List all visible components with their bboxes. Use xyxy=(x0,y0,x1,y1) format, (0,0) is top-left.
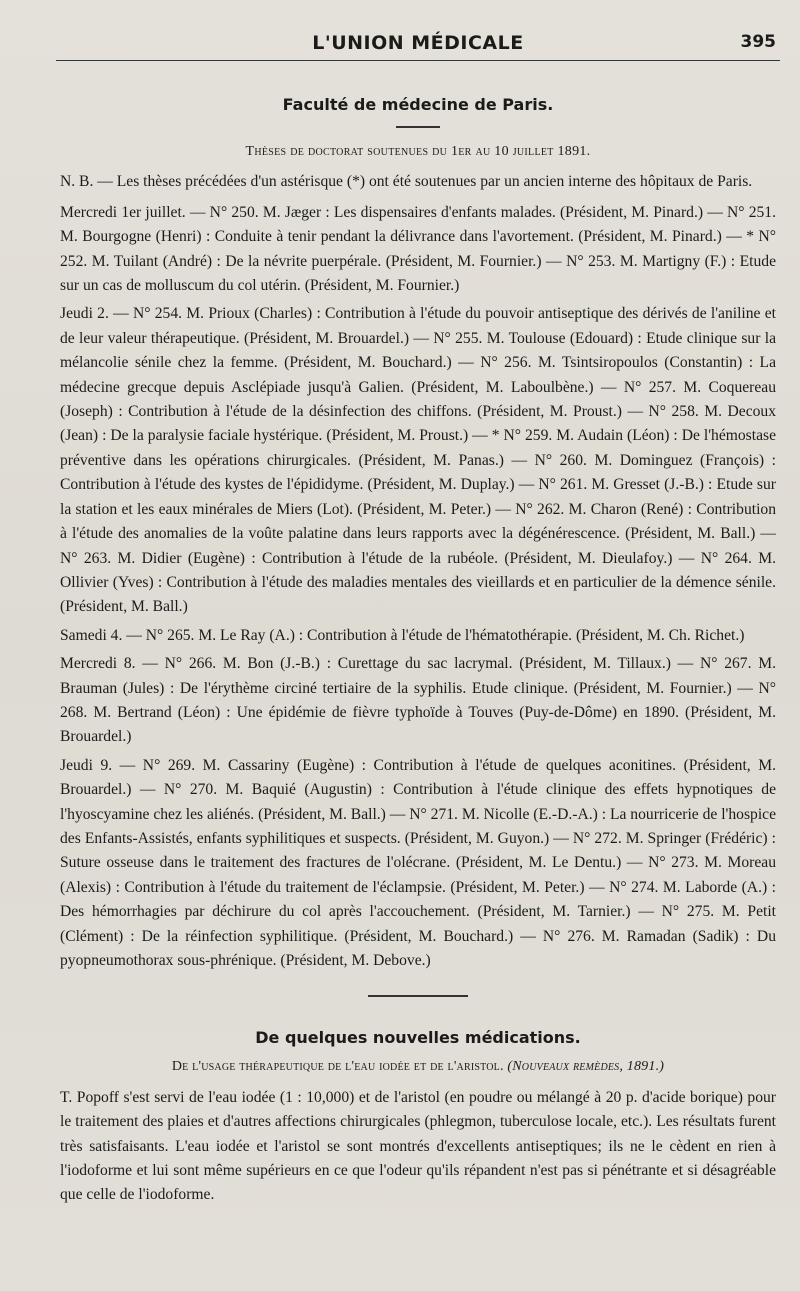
page-body xyxy=(60,92,776,1208)
entry-mercredi-8: Mercredi 8. — N° 266. M. Bon (J.-B.) : Curettage du sac lacrymal. (Président, M. Tillaux.) — N° 267. M. Brauman (Jules) : De l'érythème circiné tertiaire de la syphilis. Etude clinique. (Président, M. Fournier.) — N° 268. M. Bertrand (Léon) : Une épidémie de fièvre typhoïde à Touves (Puy-de-Dôme) en 1890. (Président, M. Brouardel.) xyxy=(60,655,776,746)
article-heading: De l'usage thérapeutique de l'eau iodée et de l'aristol. xyxy=(171,1059,504,1075)
running-title: L'UNION MÉDICALE xyxy=(312,32,524,54)
theses-subtitle: Thèses de doctorat soutenues du 1er au 10 juillet 1891. xyxy=(245,144,591,159)
article-subtitle xyxy=(60,1055,776,1079)
article-paragraph: T. Popoff s'est servi de l'eau iodée (1 : 10,000) et de l'aristol (en poudre ou mélangé à 20 p. d'acide borique) pour le traitement des plaies et d'autres affections chirurgicales (phlegmon, tuberculose locale, etc.). Les résultats furent très satisfaisants. L'eau iodée et l'aristol se sont montrés d'excellents antiseptiques; ils ne le cèdent en rien à l'iodoforme et lui sont même supérieurs en ce que l'odeur qu'ils répandent n'est pas si pénétrante et si désagréable que celle de l'iodoforme. xyxy=(60,1088,776,1204)
entry-jeudi-2: Jeudi 2. — N° 254. M. Prioux (Charles) : Contribution à l'étude du pouvoir antiseptique des dérivés de l'aniline et de leur valeur thérapeutique. (Président, M. Brouardel.) — N° 255. M. Toulouse (Edouard) : Etude clinique sur la mélancolie sénile chez la femme. (Président, M. Bouchard.) — N° 256. M. Tsintsiropoulos (Constantin) : La médecine grecque depuis Asclépiade jusqu'à Galien. (Président, M. Laboulbène.) — N° 257. M. Coquereau (Joseph) : Contribution à l'étude de la désinfection des chiffons. (Président, M. Proust.) — N° 258. M. Decoux (Jean) : De la paralysie faciale hystérique. (Président, M. Proust.) — * N° 259. M. Audain (Léon) : De l'hémostase préventive dans les opérations chirurgicales. (Président, M. Panas.) — N° 260. M. Dominguez (François) : Contribution à l'étude des kystes de l'épididyme. (Président, M. Duplay.) — N° 261. M. Gresset (J.-B.) : Etude sur la station et les eaux minérales de Miers (Lot). (Président, M. Peter.) — N° 262. M. Charon (René) : Contribution à l'étude des anomalies de la voûte palatine dans leurs rapports avec la dégénérescence. (Président, M. Ball.) — N° 263. M. Didier (Eugène) : Contribution à l'étude de la rubéole. (Président, M. Dieulafoy.) — N° 264. M. Ollivier (Yves) : Contribution à l'étude des maladies mentales des vieillards et en particulier de la démence sénile. (Président, M. Ball.) xyxy=(60,305,776,616)
section-title-medications: De quelques nouvelles médications. xyxy=(255,1028,581,1048)
entry-samedi-4: Samedi 4. — N° 265. M. Le Ray (A.) : Contribution à l'étude de l'hématothérapie. (Président, M. Ch. Richet.) xyxy=(60,626,745,644)
article-source: (Nouveaux remèdes, 1891.) xyxy=(507,1059,665,1075)
nota-bene: N. B. — Les thèses précédées d'un astérisque (*) ont été soutenues par un ancien interne des hôpitaux de Paris. xyxy=(60,173,753,191)
title-rule xyxy=(396,126,440,128)
entry-jeudi-9: Jeudi 9. — N° 269. M. Cassariny (Eugène) : Contribution à l'étude de quelques aconitines. (Président, M. Brouardel.) — N° 270. M. Baquié (Augustin) : Contribution à l'étude clinique des effets hypnotiques de l'hyoscyamine chez les aliénés. (Président, M. Ball.) — N° 271. M. Nicolle (E.-D.-A.) : La nourricerie de l'hospice des Enfants-Assistés, enfants syphilitiques et suspects. (Président, M. Guyon.) — N° 272. M. Springer (Frédéric) : Suture osseuse dans le traitement des fractures de l'olécrane. (Président, M. Le Dentu.) — N° 273. M. Moreau (Alexis) : Contribution à l'étude du traitement de l'éclampsie. (Président, M. Peter.) — N° 274. M. Laborde (A.) : Des hémorrhagies par déchirure du col après l'accouchement. (Président, M. Tarnier.) — N° 275. M. Petit (Clément) : De la réinfection syphilitique. (Président, M. Bouchard.) — N° 276. M. Ramadan (Sadik) : Du pyopneumothorax sous-phrénique. (Président, M. Debove.) xyxy=(60,756,776,969)
section-title-faculte: Faculté de médecine de Paris. xyxy=(282,95,554,114)
page-header xyxy=(56,30,780,61)
entry-mercredi-1: Mercredi 1er juillet. — N° 250. M. Jæger : Les dispensaires d'enfants malades. (Président, M. Pinard.) — N° 251. M. Bourgogne (Henri) : Conduite à tenir pendant la délivrance dans l'avortement. (Président, M. Pinard.) — * N° 252. M. Tuilant (André) : De la névrite puerpérale. (Président, M. Fournier.) — N° 253. M. Martigny (F.) : Etude sur un cas de molluscum du col utérin. (Président, M. Fournier.) xyxy=(60,203,776,295)
page-number: 395 xyxy=(740,32,776,52)
section-separator xyxy=(368,995,468,997)
section-nouvelles-medications xyxy=(60,1025,776,1207)
